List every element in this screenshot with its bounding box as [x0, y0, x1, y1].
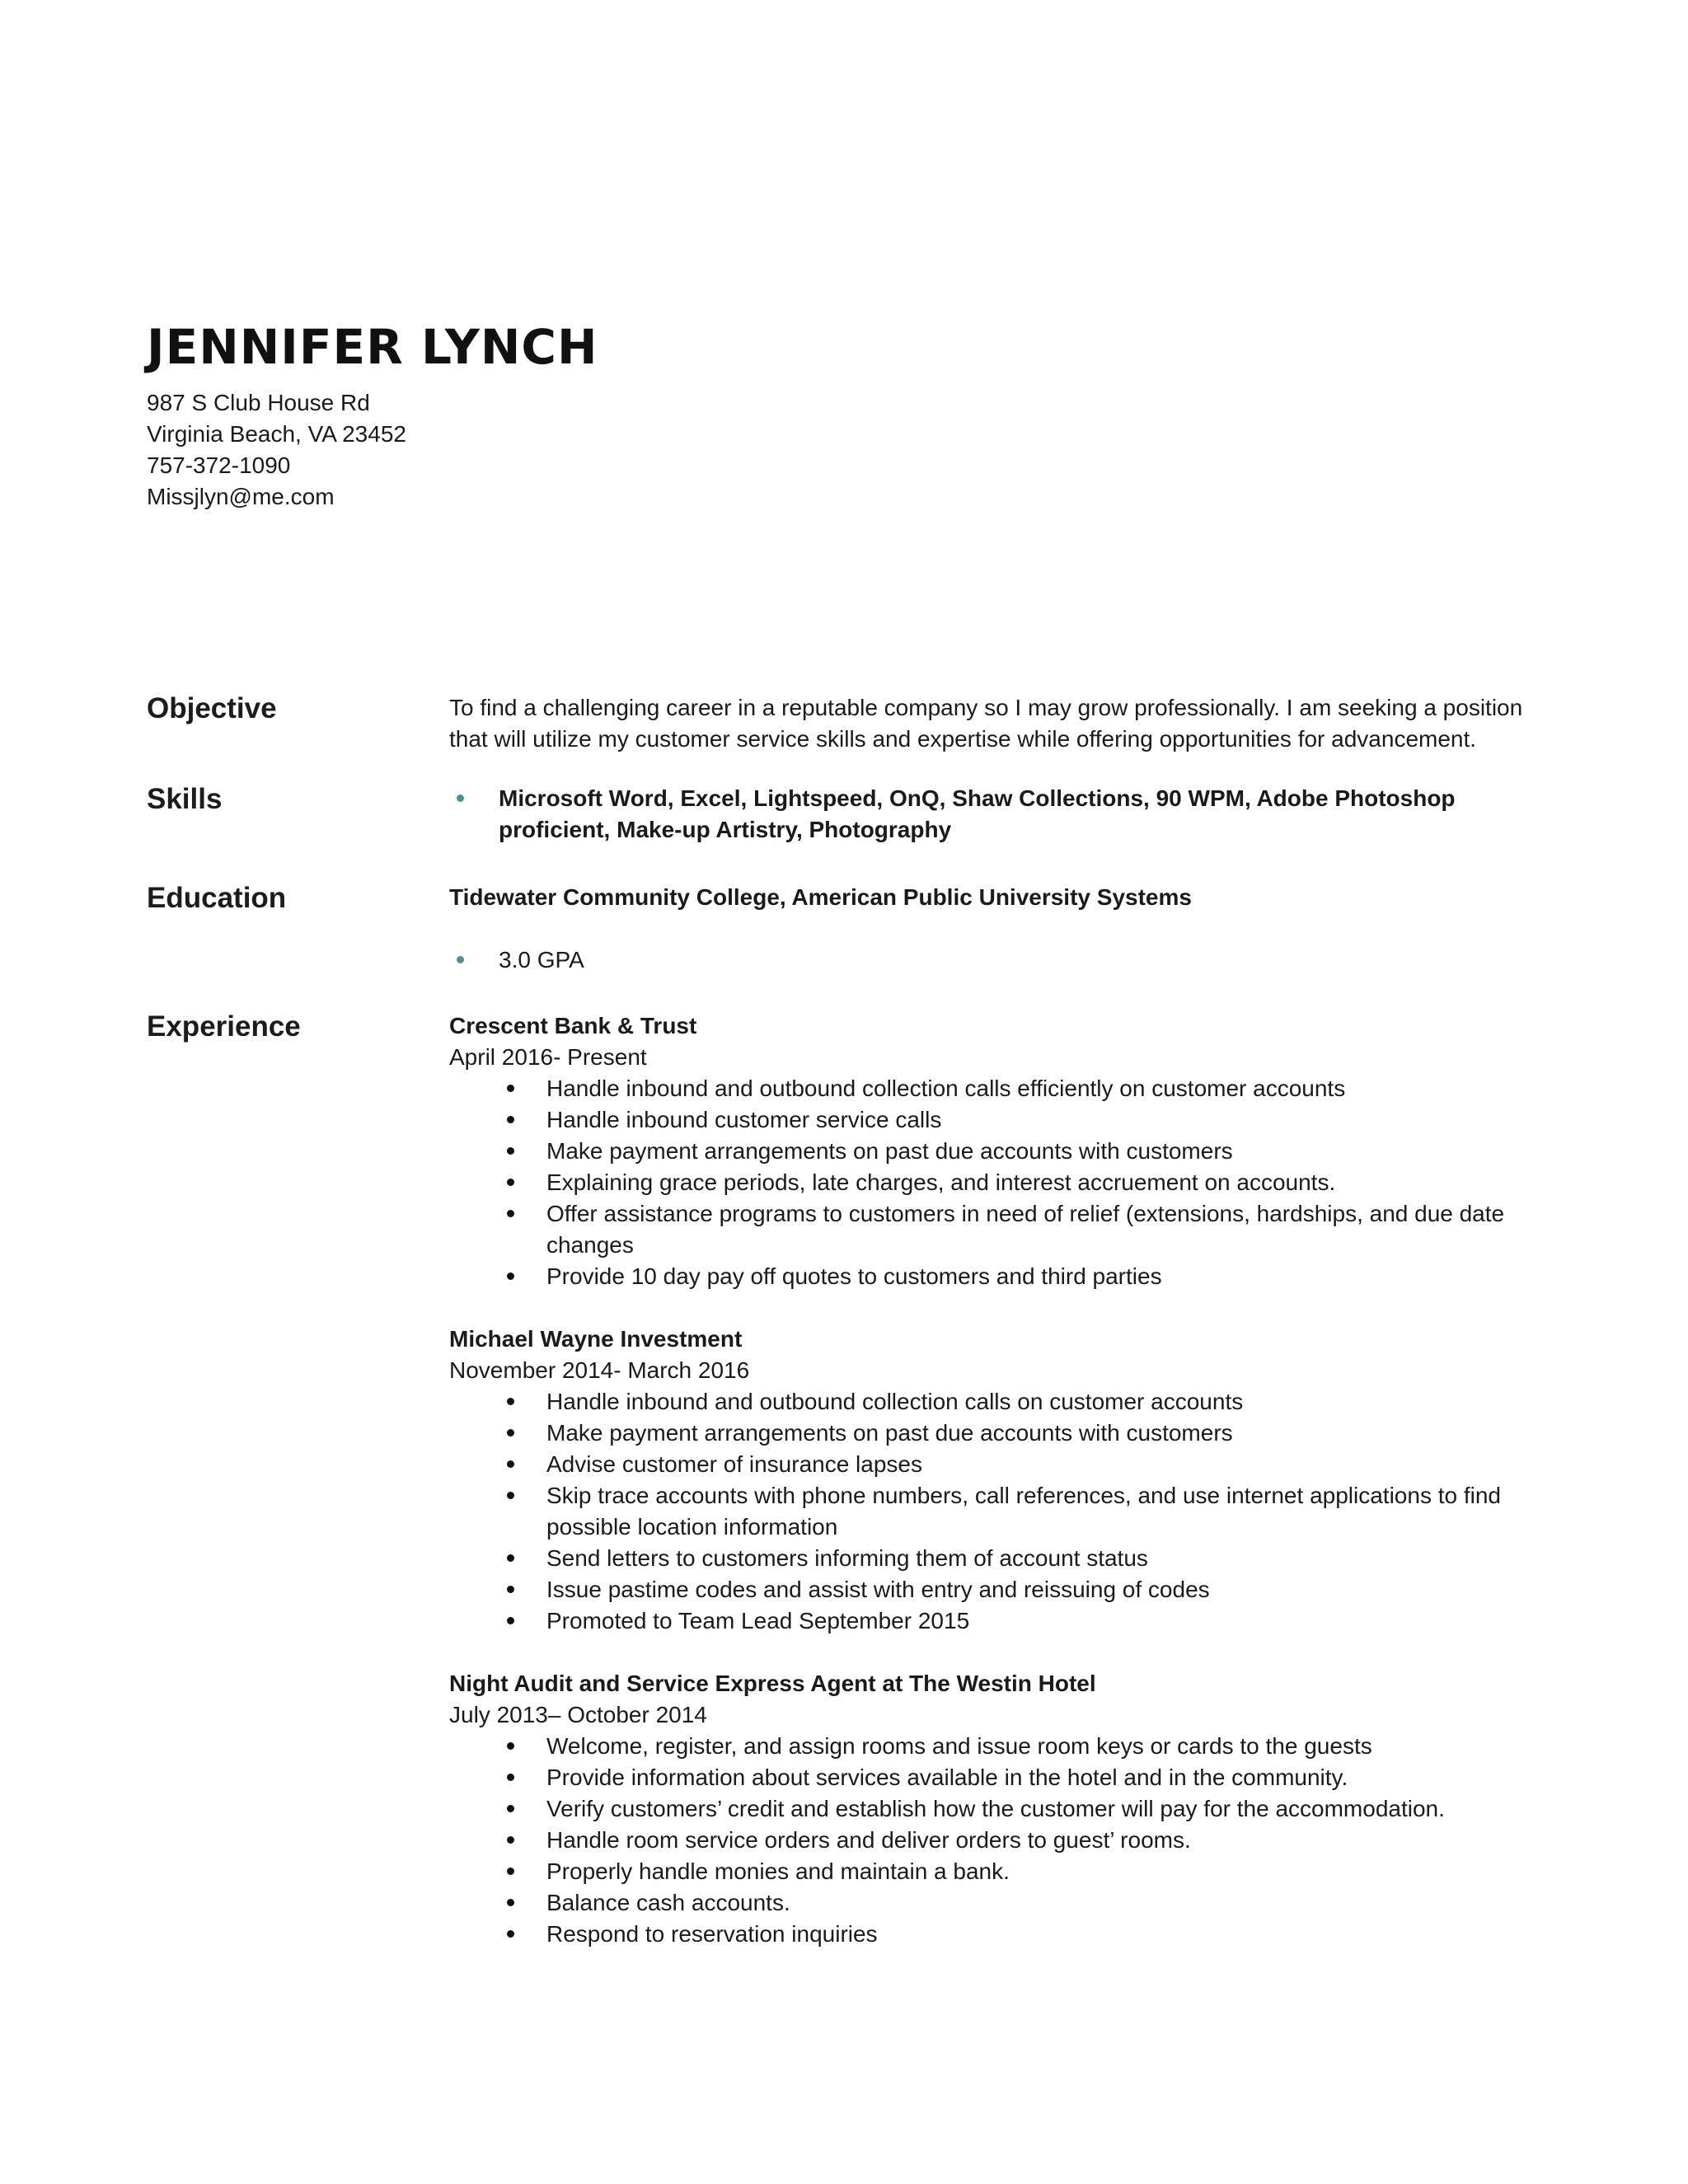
- bullet-icon: [507, 1554, 514, 1562]
- list-item: [499, 1418, 1537, 1449]
- duty-text: Skip trace accounts with phone numbers, call references, and use internet applications to find possible location information: [546, 1483, 1501, 1540]
- list-item: [499, 1104, 1537, 1136]
- list-item: [449, 944, 1537, 976]
- education-content: [449, 882, 1537, 976]
- job-title: Michael Wayne Investment: [449, 1326, 743, 1352]
- list-item: [499, 1449, 1537, 1480]
- skills-text: Microsoft Word, Excel, Lightspeed, OnQ, Shaw Collections, 90 WPM, Adobe Photoshop proficient, Make-up Artistry, Photography: [499, 785, 1456, 842]
- duty-text: Provide information about services available in the hotel and in the community.: [546, 1765, 1348, 1790]
- list-item: [499, 1167, 1537, 1198]
- duty-text: Promoted to Team Lead September 2015: [546, 1608, 970, 1633]
- duty-text: Balance cash accounts.: [546, 1890, 790, 1915]
- list-item: [499, 1605, 1537, 1637]
- experience-content: [449, 1010, 1537, 1981]
- bullet-icon: [507, 1930, 514, 1938]
- bullet-icon: [507, 1836, 514, 1844]
- duty-text: Issue pastime codes and assist with entry and reissuing of codes: [546, 1577, 1210, 1602]
- list-item: [499, 1480, 1537, 1543]
- list-item: [499, 1136, 1537, 1167]
- section-label-skills: Skills: [147, 783, 223, 815]
- gpa-text: 3.0 GPA: [499, 947, 584, 972]
- phone-number: 757-372-1090: [147, 452, 291, 478]
- bullet-icon: [507, 1179, 514, 1186]
- email-address: Missjlyn@me.com: [147, 484, 335, 509]
- list-item: [499, 1762, 1537, 1793]
- list-item: [499, 1073, 1537, 1104]
- bullet-icon: [507, 1147, 514, 1155]
- list-item: [499, 1574, 1537, 1605]
- job-entry: [449, 1010, 1537, 1292]
- objective-content: [449, 692, 1537, 755]
- list-item: [499, 1825, 1537, 1856]
- skills-list: [449, 783, 1537, 846]
- list-item: [449, 783, 1537, 846]
- bullet-icon: [457, 794, 464, 802]
- job-title: Night Audit and Service Express Agent at The Westin Hotel: [449, 1671, 1096, 1696]
- section-label-objective: Objective: [147, 692, 277, 724]
- school-name: Tidewater Community College, American Public University Systems: [449, 884, 1192, 910]
- duty-text: Make payment arrangements on past due accounts with customers: [546, 1420, 1233, 1446]
- skills-content: [449, 783, 1537, 846]
- bullet-icon: [507, 1617, 514, 1624]
- job-entry: [449, 1668, 1537, 1950]
- duty-text: Advise customer of insurance lapses: [546, 1451, 922, 1477]
- objective-text: To find a challenging career in a reputable company so I may grow professionally. I am seeking a position that will utilize my customer service skills and expertise while offering opportunities for advancement.: [449, 695, 1523, 752]
- duty-text: Handle inbound customer service calls: [546, 1107, 942, 1132]
- list-item: [499, 1793, 1537, 1825]
- duty-list: [499, 1731, 1537, 1950]
- duty-text: Provide 10 day pay off quotes to customers and third parties: [546, 1263, 1162, 1289]
- section-label-education: Education: [147, 882, 287, 914]
- bullet-icon: [507, 1774, 514, 1781]
- duty-text: Offer assistance programs to customers in need of relief (extensions, hardships, and due date changes: [546, 1201, 1505, 1258]
- duty-text: Properly handle monies and maintain a bank.: [546, 1858, 1010, 1884]
- bullet-icon: [507, 1899, 514, 1906]
- bullet-icon: [507, 1398, 514, 1405]
- duty-text: Make payment arrangements on past due accounts with customers: [546, 1138, 1233, 1164]
- education-list: [449, 944, 1537, 976]
- list-item: [499, 1261, 1537, 1292]
- bullet-icon: [507, 1116, 514, 1123]
- bullet-icon: [507, 1210, 514, 1217]
- candidate-name: JENNIFER LYNCH: [147, 319, 598, 375]
- contact-block: [147, 387, 406, 513]
- list-item: [499, 1887, 1537, 1919]
- list-item: [499, 1198, 1537, 1261]
- duty-list: [499, 1386, 1537, 1637]
- list-item: [499, 1731, 1537, 1762]
- duty-list: [499, 1073, 1537, 1292]
- address-line-2: Virginia Beach, VA 23452: [147, 421, 406, 447]
- bullet-icon: [507, 1272, 514, 1280]
- job-title: Crescent Bank & Trust: [449, 1013, 697, 1038]
- duty-text: Verify customers’ credit and establish how the customer will pay for the accommodation.: [546, 1796, 1445, 1821]
- duty-text: Respond to reservation inquiries: [546, 1921, 878, 1947]
- bullet-icon: [507, 1586, 514, 1593]
- duty-text: Handle room service orders and deliver orders to guest’ rooms.: [546, 1827, 1191, 1853]
- bullet-icon: [507, 1868, 514, 1875]
- list-item: [499, 1386, 1537, 1418]
- address-line-1: 987 S Club House Rd: [147, 390, 370, 415]
- list-item: [499, 1919, 1537, 1950]
- job-dates: April 2016- Present: [449, 1044, 647, 1070]
- bullet-icon: [507, 1742, 514, 1750]
- duty-text: Handle inbound and outbound collection calls efficiently on customer accounts: [546, 1076, 1346, 1101]
- bullet-icon: [507, 1429, 514, 1436]
- bullet-icon: [457, 956, 464, 963]
- bullet-icon: [507, 1805, 514, 1812]
- job-entry: [449, 1324, 1537, 1637]
- duty-text: Welcome, register, and assign rooms and issue room keys or cards to the guests: [546, 1733, 1372, 1759]
- section-label-experience: Experience: [147, 1010, 301, 1043]
- bullet-icon: [507, 1085, 514, 1092]
- duty-text: Send letters to customers informing them of account status: [546, 1545, 1148, 1571]
- list-item: [499, 1543, 1537, 1574]
- job-dates: July 2013– October 2014: [449, 1702, 707, 1727]
- job-dates: November 2014- March 2016: [449, 1357, 750, 1383]
- list-item: [499, 1856, 1537, 1887]
- bullet-icon: [507, 1460, 514, 1468]
- duty-text: Handle inbound and outbound collection calls on customer accounts: [546, 1389, 1244, 1414]
- bullet-icon: [507, 1492, 514, 1499]
- duty-text: Explaining grace periods, late charges, and interest accruement on accounts.: [546, 1169, 1336, 1195]
